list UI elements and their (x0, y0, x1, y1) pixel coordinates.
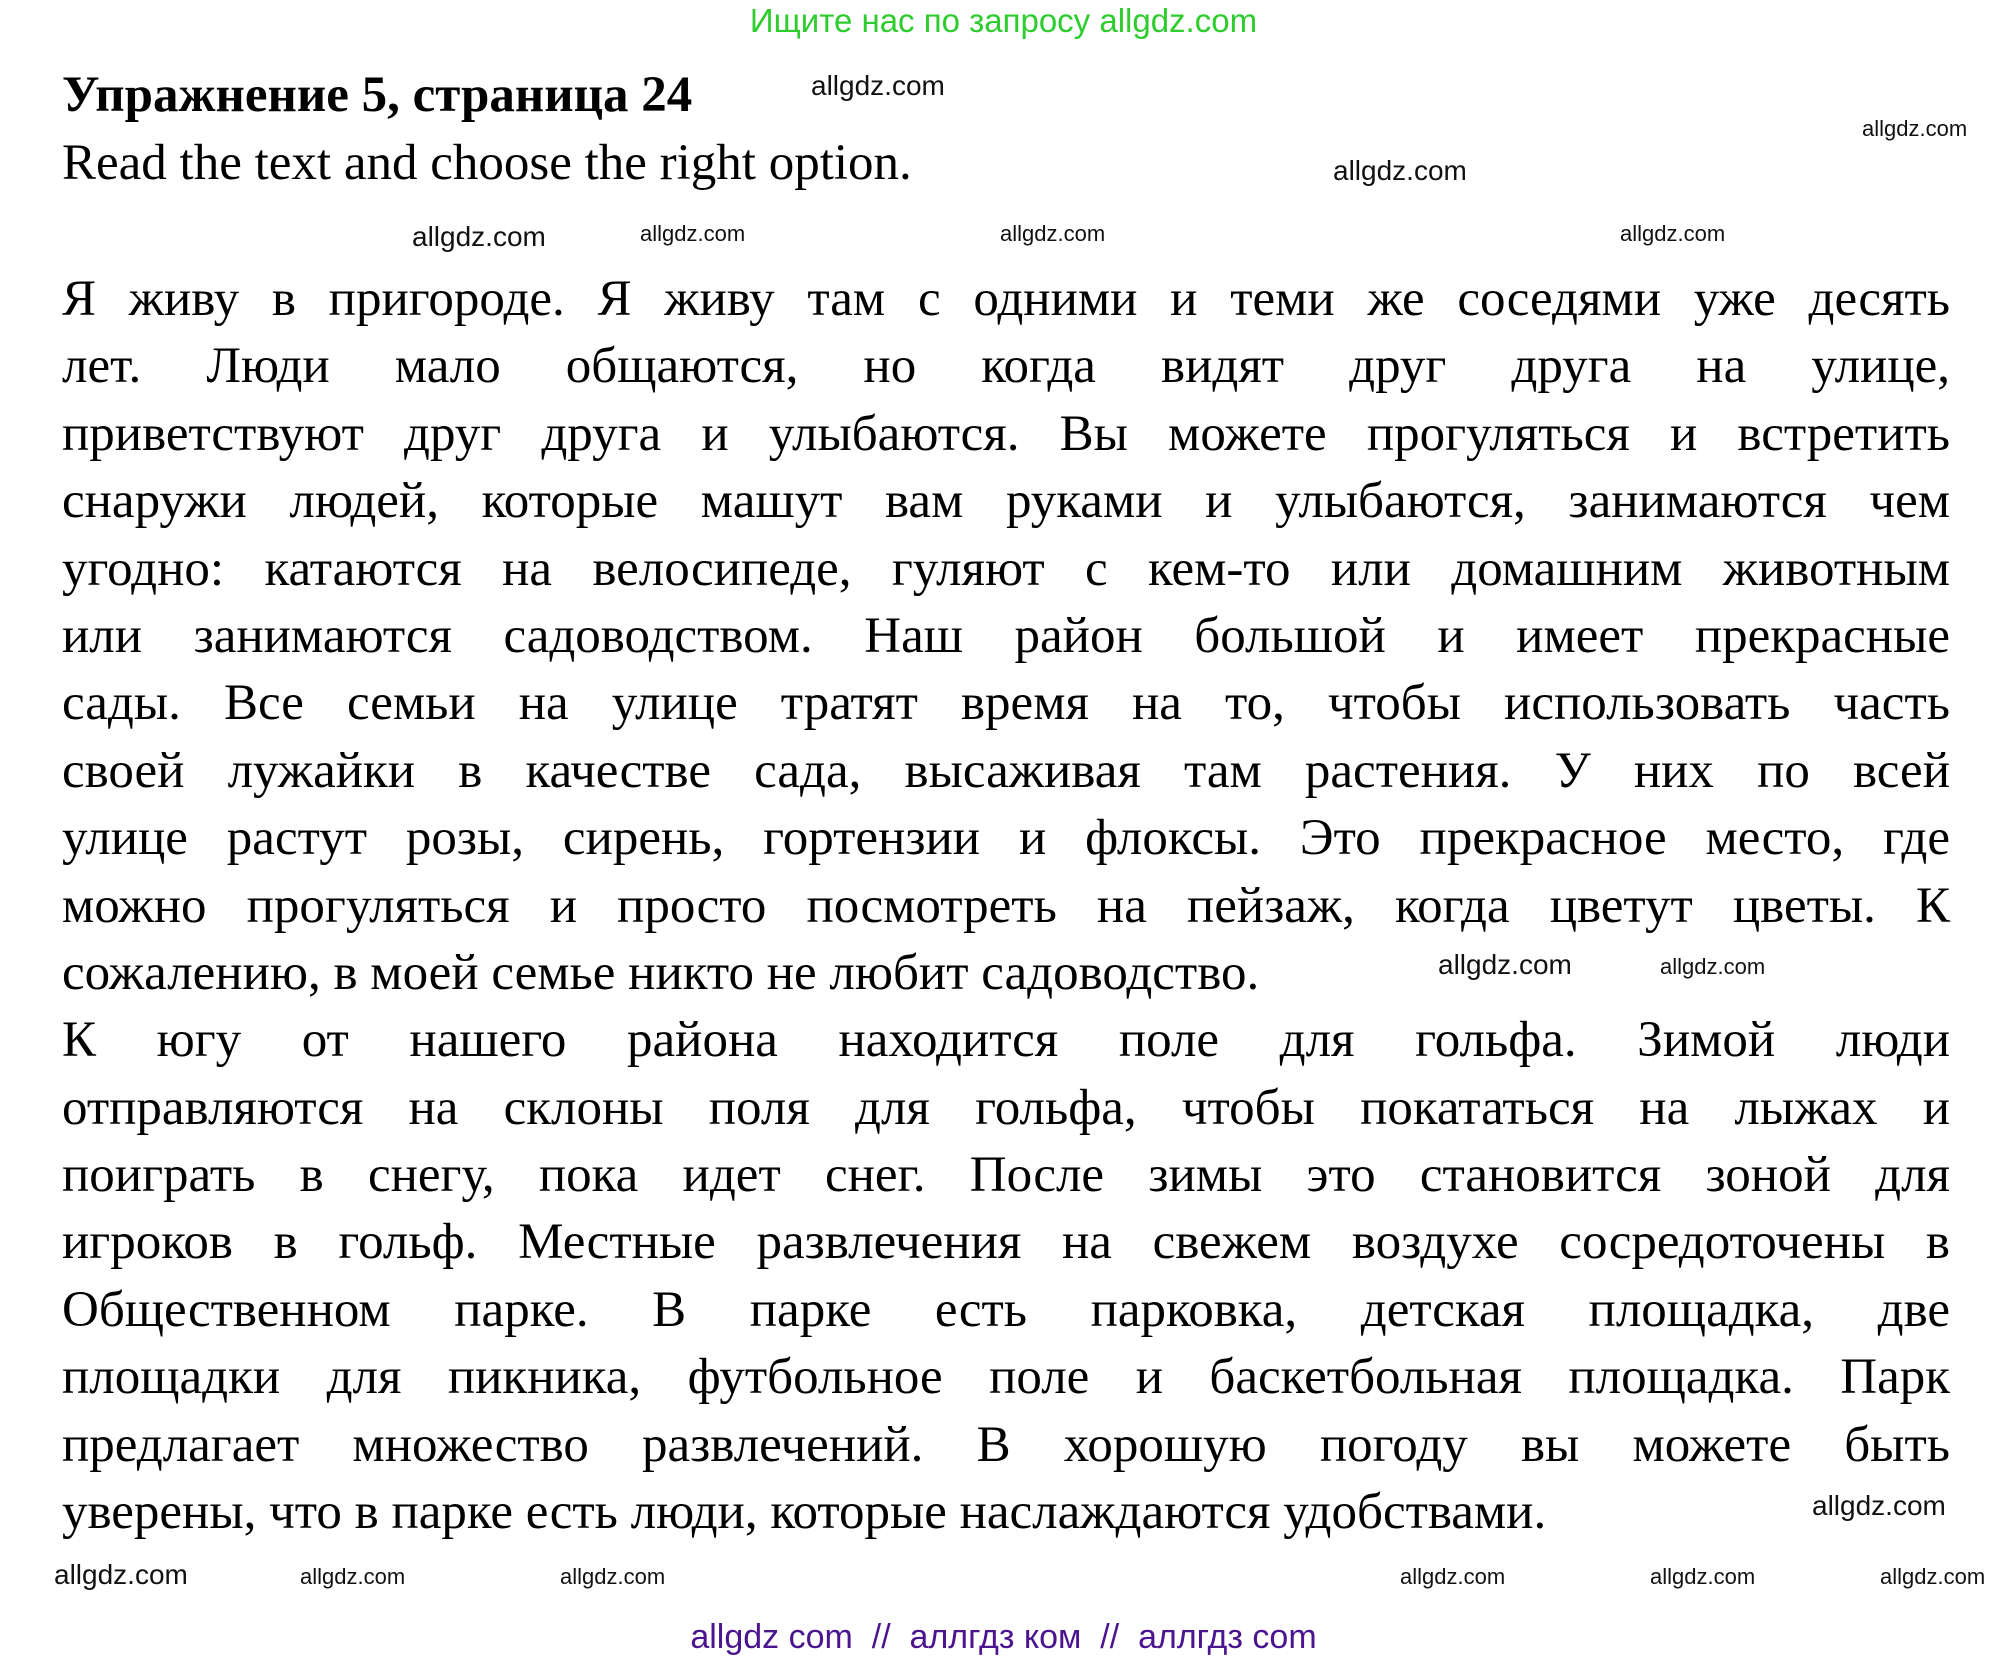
text-line: сады. Все семьи на улице тратят время на то, чтобы использовать часть (62, 675, 1950, 732)
text-line: отправляются на склоны поля для гольфа, чтобы покататься на лыжах и (62, 1079, 1950, 1136)
text-line: сожалению, в моей семье никто не любит садоводство. (62, 944, 1260, 1001)
text-line: или занимаются садоводством. Наш район большой и имеет прекрасные (62, 607, 1950, 664)
watermark: allgdz.com (1438, 949, 1572, 980)
text-line: поиграть в снегу, пока идет снег. После зимы это становится зоной для (62, 1147, 1950, 1204)
watermark: allgdz.com (1812, 1490, 1946, 1521)
watermark: allgdz.com (300, 1564, 406, 1589)
text-line: снаружи людей, которые машут вам руками и улыбаются, занимаются чем (62, 473, 1950, 530)
text-line: можно прогуляться и просто посмотреть на пейзаж, когда цветут цветы. К (62, 877, 1950, 934)
exercise-instruction: Read the text and choose the right option. (62, 135, 912, 191)
watermark: allgdz.com (640, 221, 746, 246)
text-line: Общественном парке. В парке есть парковка, детская площадка, две (62, 1281, 1950, 1338)
text-line: своей лужайки в качестве сада, высаживая там растения. У них по всей (62, 742, 1950, 799)
text-line: уверены, что в парке есть люди, которые наслаждаются удобствами. (62, 1484, 1547, 1541)
watermark: allgdz.com (412, 221, 546, 252)
watermark: allgdz.com (1660, 954, 1766, 979)
text-line: угодно: катаются на велосипеде, гуляют с кем-то или домашним животным (62, 540, 1950, 597)
reading-text (62, 266, 1950, 1546)
text-line: предлагает множество развлечений. В хорошую погоду вы можете быть (62, 1416, 1950, 1473)
text-line: К югу от нашего района находится поле для гольфа. Зимой люди (62, 1012, 1950, 1069)
exercise-title: Упражнение 5, страница 24 (62, 67, 693, 123)
watermark: allgdz.com (1400, 1564, 1506, 1589)
search-banner: Ищите нас по запросу allgdz.com (749, 2, 1258, 39)
footer-links: allgdz com // аллгдз ком // аллгдз com (690, 1618, 1317, 1656)
watermark: allgdz.com (1620, 221, 1726, 246)
watermark: allgdz.com (1880, 1564, 1986, 1589)
text-line: приветствуют друг друга и улыбаются. Вы можете прогуляться и встретить (62, 405, 1950, 462)
watermark: allgdz.com (54, 1559, 188, 1590)
watermark: allgdz.com (1000, 221, 1106, 246)
watermark: allgdz.com (1862, 116, 1968, 141)
watermark: allgdz.com (1650, 1564, 1756, 1589)
text-line: Я живу в пригороде. Я живу там с одними и теми же соседями уже десять (62, 271, 1950, 327)
watermark: allgdz.com (811, 70, 945, 101)
text-line: улице растут розы, сирень, гортензии и флоксы. Это прекрасное место, где (62, 810, 1950, 867)
watermark: allgdz.com (1333, 155, 1467, 186)
text-line: игроков в гольф. Местные развлечения на свежем воздухе сосредоточены в (62, 1214, 1950, 1271)
watermark: allgdz.com (560, 1564, 666, 1589)
text-line: лет. Люди мало общаются, но когда видят друг друга на улице, (62, 338, 1950, 395)
text-line: площадки для пикника, футбольное поле и баскетбольная площадка. Парк (62, 1349, 1950, 1406)
